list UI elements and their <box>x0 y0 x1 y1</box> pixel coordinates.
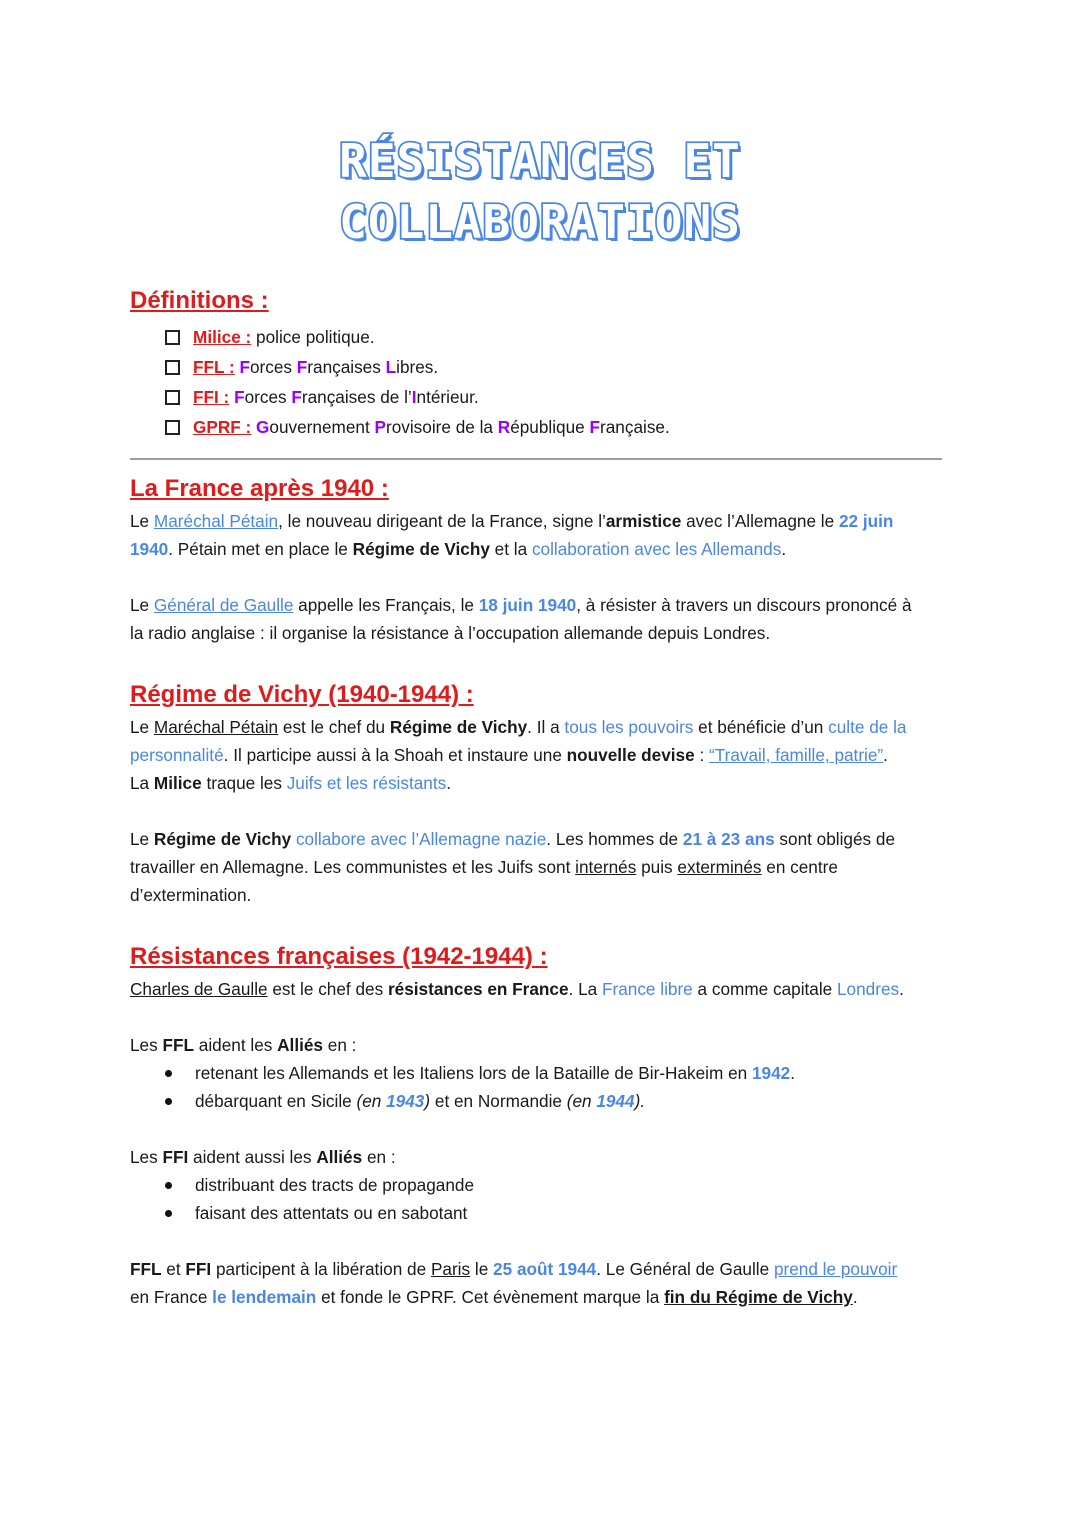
definition-item <box>165 352 670 382</box>
list-item-text <box>195 1087 645 1115</box>
definition-item <box>165 322 670 352</box>
text-run: Le <box>130 829 154 849</box>
text-run: orces <box>249 357 297 377</box>
text-run: résistances en France <box>387 979 569 999</box>
text-run: FFI <box>185 1259 212 1279</box>
text-run: en : <box>362 1147 396 1167</box>
text-run: 1943 <box>386 1091 425 1111</box>
text-run: débarquant en Sicile <box>195 1091 357 1111</box>
definition-item <box>165 382 670 412</box>
text-run: . Il a <box>527 717 565 737</box>
text-run: collaboration avec les Allemands <box>531 539 782 559</box>
text-run: R <box>497 417 511 437</box>
text-run: F <box>239 357 250 377</box>
text-run: . <box>899 979 904 999</box>
text-run: “Travail, famille, patrie” <box>709 745 884 765</box>
text-run: d’extermination. <box>130 885 252 905</box>
text-run: et la <box>489 539 532 559</box>
text-run: ouvernement <box>269 417 375 437</box>
bullet-icon <box>165 1098 172 1105</box>
text-run: avec l’Allemagne le <box>681 511 839 531</box>
text-run: 18 juin 1940 <box>478 595 577 615</box>
title-line-2: COLLABORATIONS <box>339 195 741 249</box>
text-run: . La <box>568 979 602 999</box>
france1940-paragraph-2 <box>130 591 950 647</box>
text-run: police politique. <box>251 327 375 347</box>
text-run: le lendemain <box>212 1287 317 1307</box>
text-run: internés <box>575 857 637 877</box>
text-run: : <box>694 745 710 765</box>
text-run: le <box>470 1259 494 1279</box>
definition-term: GPRF : <box>193 417 252 437</box>
conclusion-paragraph <box>130 1255 950 1311</box>
text-run: a comme capitale <box>692 979 837 999</box>
text-run: I <box>411 387 417 407</box>
text-run: . Pétain met en place le <box>168 539 353 559</box>
definition-item <box>165 412 670 442</box>
text-run: Régime de Vichy <box>389 717 528 737</box>
bullet-icon <box>165 1182 172 1189</box>
title-line-1: RÉSISTANCES ET <box>339 134 741 188</box>
list-item <box>165 1199 474 1227</box>
france1940-paragraph-1 <box>130 507 950 563</box>
text-run: P <box>374 417 386 437</box>
text-run: Maréchal Pétain <box>153 717 279 737</box>
text-run: . <box>790 1063 795 1083</box>
text-run: France libre <box>602 979 693 999</box>
text-run: rovisoire de la <box>385 417 498 437</box>
text-run: F <box>291 387 302 407</box>
text-run: la radio anglaise : il organise la résistance à l’occupation allemande depuis Londres. <box>130 623 771 643</box>
text-run: La <box>130 773 154 793</box>
text-run: Régime de Vichy <box>352 539 490 559</box>
text-run: orces <box>244 387 292 407</box>
resistances-paragraph-1 <box>130 975 950 1003</box>
text-run: nouvelle devise <box>566 745 695 765</box>
ffl-intro <box>130 1031 950 1059</box>
text-run: . <box>781 539 787 559</box>
text-run: épublique <box>510 417 590 437</box>
list-item <box>165 1171 474 1199</box>
text-run: . Les hommes de <box>546 829 683 849</box>
text-run: . <box>446 773 452 793</box>
text-run: Alliés <box>316 1147 363 1167</box>
text-run: Général de Gaulle <box>153 595 294 615</box>
text-run: prend le pouvoir <box>773 1259 898 1279</box>
text-run: . <box>852 1287 858 1307</box>
vichy-paragraph-1 <box>130 713 950 797</box>
text-run: collabore avec l’Allemagne nazie <box>295 829 547 849</box>
list-item-text <box>195 1059 795 1087</box>
definition-term: FFL : <box>193 357 235 377</box>
definitions-list <box>165 322 670 442</box>
text-run: Le <box>130 595 154 615</box>
text-run: rançaises <box>307 357 386 377</box>
text-run: en centre <box>761 857 838 877</box>
text-run: Régime de Vichy <box>153 829 292 849</box>
bullet-icon <box>165 1210 172 1217</box>
text-run: 1940 <box>130 539 169 559</box>
text-run: Maréchal Pétain <box>153 511 279 531</box>
text-run: . Le Général de Gaulle <box>596 1259 774 1279</box>
text-run: et fonde le GPRF. Cet évènement marque la <box>316 1287 665 1307</box>
vichy-paragraph-2 <box>130 825 950 909</box>
text-run: et <box>161 1259 186 1279</box>
text-run: et bénéficie d’un <box>693 717 829 737</box>
text-run: FFL <box>162 1035 194 1055</box>
checkbox[interactable] <box>165 420 180 435</box>
text-run: distribuant des tracts de propagande <box>195 1175 475 1195</box>
text-run: travailler en Allemagne. Les communistes et les Juifs sont <box>130 857 576 877</box>
text-run: est le chef des <box>267 979 388 999</box>
text-run: ibres. <box>396 357 439 377</box>
text-run: F <box>296 357 308 377</box>
text-run: . Il participe aussi à la Shoah et instaure une <box>223 745 567 765</box>
resistances-heading: Résistances françaises (1942-1944) : <box>130 943 548 970</box>
text-run: culte de la <box>828 717 907 737</box>
text-run: (en <box>356 1091 387 1111</box>
ffi-bullet-list <box>165 1171 474 1227</box>
vichy-heading: Régime de Vichy (1940-1944) : <box>130 681 474 708</box>
text-run: exterminés <box>677 857 762 877</box>
text-run: 1942 <box>751 1063 791 1083</box>
text-run: fin du Régime de Vichy <box>664 1287 853 1307</box>
text-run: . <box>883 745 888 765</box>
text-run: sont obligés de <box>774 829 896 849</box>
text-run: Milice <box>153 773 202 793</box>
text-run: F <box>234 387 245 407</box>
checkbox[interactable] <box>165 360 180 375</box>
text-run: traque les <box>201 773 287 793</box>
text-run: 25 août 1944 <box>493 1259 597 1279</box>
text-run: ntérieur. <box>416 387 479 407</box>
text-run: appelle les Français, le <box>293 595 479 615</box>
text-run: , le nouveau dirigeant de la France, signe l’ <box>278 511 606 531</box>
text-run: rançaise. <box>600 417 670 437</box>
text-run: G <box>256 417 270 437</box>
text-run: faisant des attentats ou en sabotant <box>195 1203 468 1223</box>
list-item <box>165 1087 795 1115</box>
text-run: ) <box>424 1091 431 1111</box>
text-run: en : <box>323 1035 357 1055</box>
divider <box>130 458 942 460</box>
text-run: Alliés <box>277 1035 323 1055</box>
bullet-icon <box>165 1070 172 1077</box>
text-run: aident aussi les <box>188 1147 317 1167</box>
text-run: (en <box>566 1091 597 1111</box>
list-item-text <box>195 1199 467 1227</box>
text-run: Les <box>130 1035 163 1055</box>
text-run: Le <box>130 717 154 737</box>
checkbox[interactable] <box>165 390 180 405</box>
text-run: est le chef du <box>278 717 390 737</box>
text-run: 1944 <box>596 1091 635 1111</box>
ffl-bullet-list <box>165 1059 795 1115</box>
text-run: tous les pouvoirs <box>564 717 694 737</box>
text-run: Charles de Gaulle <box>130 979 268 999</box>
text-run: retenant les Allemands et les Italiens lors de la Bataille de Bir-Hakeim en <box>195 1063 752 1083</box>
text-run: Paris <box>430 1259 471 1279</box>
text-run: aident les <box>194 1035 278 1055</box>
text-run: FFI <box>162 1147 189 1167</box>
text-run: FFL <box>130 1259 162 1279</box>
france1940-heading: La France après 1940 : <box>130 475 389 502</box>
text-run: puis <box>636 857 678 877</box>
checkbox[interactable] <box>165 330 180 345</box>
text-run: 22 juin <box>838 511 894 531</box>
ffi-intro <box>130 1143 950 1171</box>
list-item <box>165 1059 795 1087</box>
text-run: et en Normandie <box>430 1091 567 1111</box>
definition-term: Milice : <box>193 327 252 347</box>
list-item-text <box>195 1171 474 1199</box>
text-run: Les <box>130 1147 163 1167</box>
text-run: , à résister à travers un discours prononcé à <box>576 595 912 615</box>
definitions-heading: Définitions : <box>130 287 269 314</box>
definition-term: FFI : <box>193 387 230 407</box>
text-run: personnalité <box>130 745 224 765</box>
text-run: L <box>385 357 397 377</box>
text-run: armistice <box>605 511 682 531</box>
text-run: Juifs et les résistants <box>286 773 447 793</box>
text-run: en France <box>130 1287 213 1307</box>
text-run: rançaises de l’ <box>301 387 412 407</box>
text-run: ). <box>634 1091 646 1111</box>
text-run: Londres <box>837 979 900 999</box>
text-run: 21 à 23 ans <box>682 829 775 849</box>
text-run: Le <box>130 511 154 531</box>
text-run: participent à la libération de <box>211 1259 431 1279</box>
text-run: F <box>589 417 601 437</box>
